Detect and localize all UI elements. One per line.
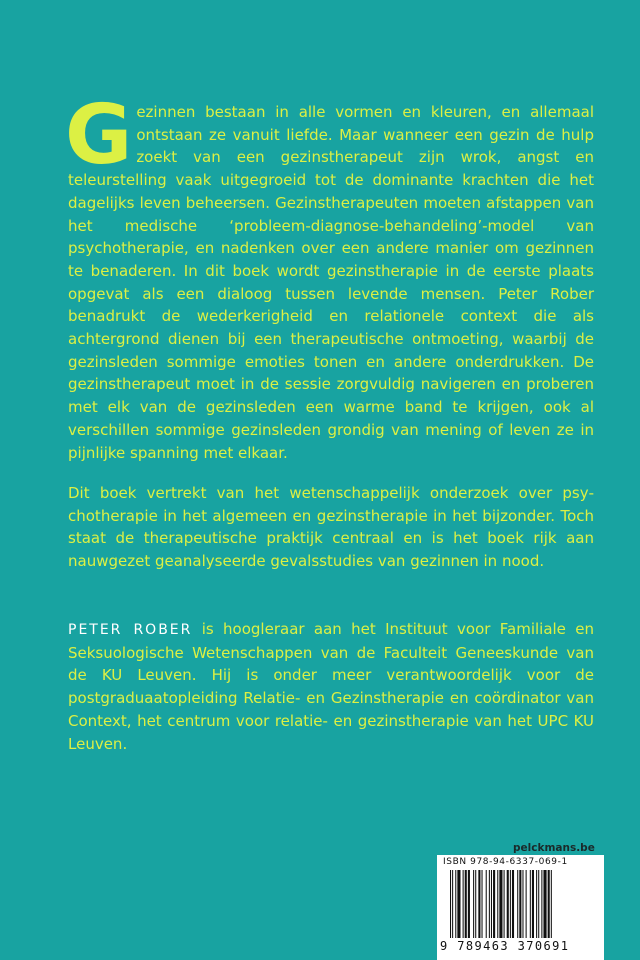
barcode-bar bbox=[468, 870, 470, 938]
barcode-bar bbox=[482, 870, 483, 938]
barcode-bar bbox=[455, 870, 456, 938]
barcode-bar bbox=[473, 870, 474, 938]
barcode-bar bbox=[532, 870, 534, 938]
barcode-bar bbox=[519, 870, 521, 938]
barcode-bar bbox=[504, 870, 505, 938]
barcode-bar bbox=[493, 870, 495, 938]
blurb-paragraph-1 bbox=[65, 88, 594, 464]
barcode-bar bbox=[538, 870, 539, 938]
barcode-bar bbox=[450, 870, 451, 938]
barcode-panel bbox=[437, 855, 604, 960]
barcode-bar bbox=[522, 870, 523, 938]
author-name: PETER ROBER bbox=[68, 622, 193, 638]
barcode-bar bbox=[497, 870, 498, 938]
barcode-bar bbox=[465, 870, 467, 938]
barcode-bar bbox=[491, 870, 492, 938]
barcode-icon bbox=[450, 870, 592, 938]
drop-cap: G bbox=[65, 88, 133, 183]
author-bio bbox=[68, 618, 594, 755]
barcode-digits: 9 789463 370691 bbox=[440, 939, 570, 953]
blurb-paragraph-2: Dit boek vertrekt van het wetenschappelijk onderzoek over psychotherapie in het algemeen en gezinstherapie in het bijzonder. Toch staat de therapeutische praktijk centraal en is het boek rijk aan nauwgezet geanalyseerde gevalsstudies van gezinnen in nood. bbox=[68, 484, 594, 571]
barcode-bar bbox=[478, 870, 480, 938]
barcode-bar bbox=[543, 870, 546, 938]
barcode-bar bbox=[512, 870, 514, 938]
barcode-bar bbox=[526, 870, 527, 938]
barcode-bar bbox=[517, 870, 518, 938]
barcode-bar bbox=[486, 870, 487, 938]
barcode-bar bbox=[475, 870, 476, 938]
isbn-label: ISBN 978-94-6337-069-1 bbox=[443, 857, 568, 867]
barcode-bar bbox=[507, 870, 509, 938]
barcode-bar bbox=[499, 870, 502, 938]
barcode-bar bbox=[536, 870, 537, 938]
barcode-bar bbox=[457, 870, 460, 938]
barcode-bar bbox=[489, 870, 490, 938]
publisher-url: pelckmans.be bbox=[513, 842, 595, 854]
barcode-bar bbox=[530, 870, 531, 938]
barcode-bar bbox=[452, 870, 453, 938]
barcode-bar bbox=[510, 870, 511, 938]
barcode-bar bbox=[551, 870, 552, 938]
barcode-bar bbox=[548, 870, 550, 938]
barcode-bar bbox=[463, 870, 464, 938]
author-bio-text: is hoogleraar aan het Instituut voor Familiale en Seksuologische Wetenschappen van de Faculteit Geneeskunde van de KU Leuven. Hij is onder meer verantwoordelijk voor de postgraduaatopleiding Relatie- en Gezinstherapie en coördinator van Context, het centrum voor relatie- en gezinstherapie van het UPC KU Leuven. bbox=[68, 620, 594, 753]
blurb-paragraph-1-text: ezinnen bestaan in alle vormen en kleuren, en allemaal ontstaan ze vanuit liefde. Maar wanneer een gezin de hulp zoekt van een gezinstherapeut zijn wrok, angst en teleurstelling vaak uitgegroeid tot de dominante krachten die het dagelijks leven beheersen. Gezinstherapeuten moeten afstappen van het medische ‘probleem-diagnose-behandeling’-model van psychotherapie, en nadenken over een andere manier om gezinnen te benaderen. In dit boek wordt gezinstherapie in de eerste plaats opgevat als een dialoog tussen levende mensen. Peter Rober benadrukt de wederkerigheid en relationele context die als achtergrond dienen bij een therapeutische ontmoeting, waarbij de gezinsleden sommige emoties tonen en andere onderdrukken. De gezinstherapeut moet in de sessie zorgvuldig navigeren en proberen met elk van de gezinsleden een warme band te krijgen, ook al verschillen sommige gezinsleden grondig van mening of leven ze in pijnlijke spanning met elkaar. bbox=[68, 103, 594, 462]
barcode-bar bbox=[541, 870, 542, 938]
